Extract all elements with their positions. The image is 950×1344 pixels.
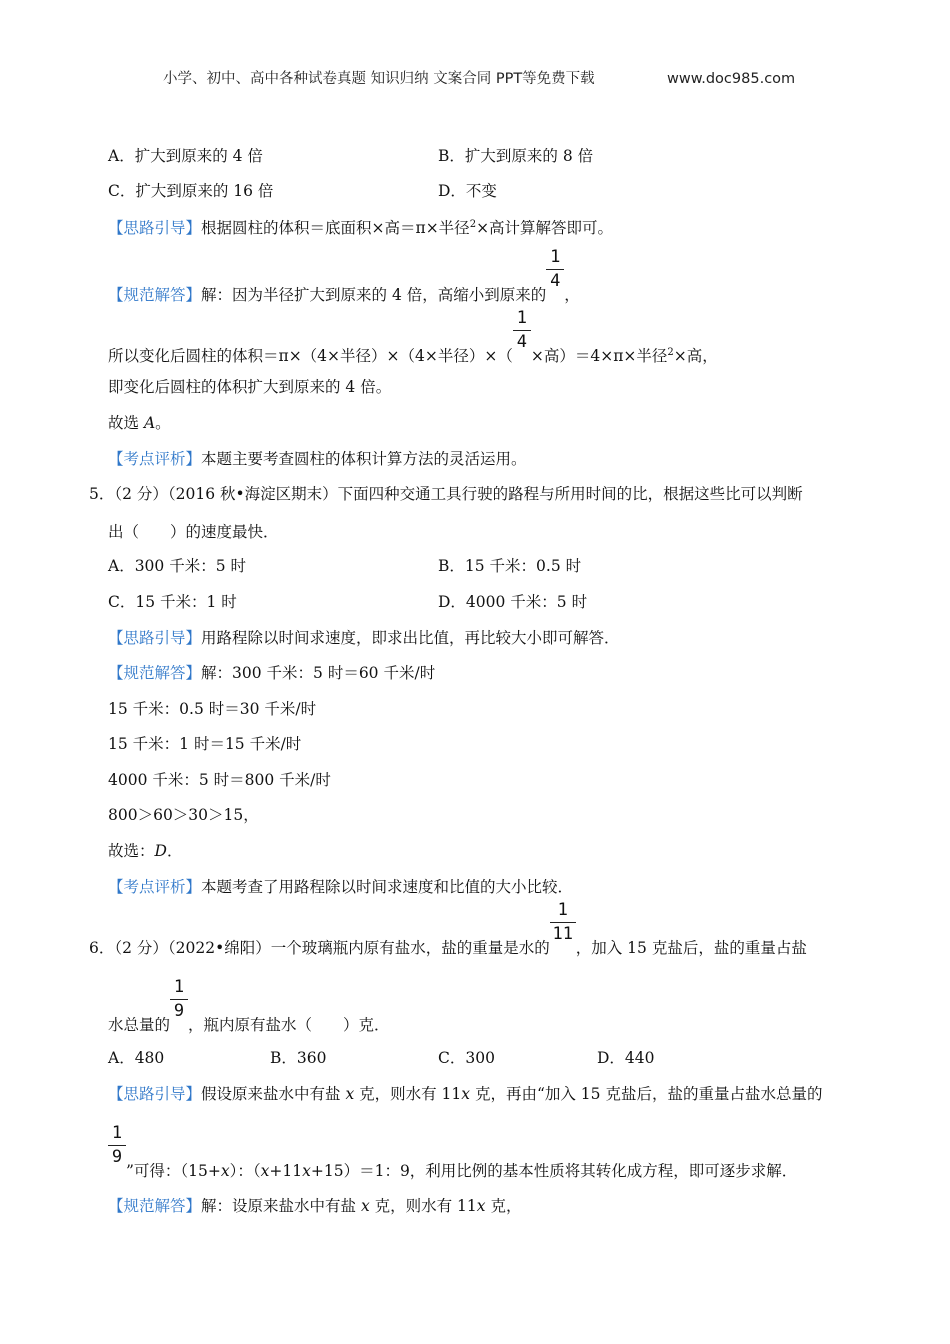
solution-tag: 【规范解答】 (108, 1197, 202, 1215)
solution-tag: 【规范解答】 (108, 286, 202, 304)
evaluation-tag: 【考点评析】 (108, 878, 202, 896)
fraction-1-4: $\frac{1}{4}$ (546, 280, 564, 300)
q4-option-c: C．扩大到原来的 16 倍 (108, 182, 274, 200)
q5-solution-line1: 【规范解答】解：300 千米：5 时＝60 千米/时 (108, 664, 436, 682)
q5-solution-line4: 4000 千米：5 时＝800 千米/时 (108, 771, 331, 789)
q4-solution-line3: 即变化后圆柱的体积扩大到原来的 4 倍。 (108, 378, 392, 396)
q5-stem-line1: 5．（2 分）（2016 秋•海淀区期末）下面四种交通工具行驶的路程与所用时间的比，根据这些比可以判断 (89, 485, 803, 503)
hint-tag: 【思路引导】 (108, 629, 202, 647)
q6-stem-line1: 6．（2 分）（2022•绵阳）一个玻璃瓶内原有盐水，盐的重量是水的 $\frac{1}{11}$ ，加入 15 克盐后，盐的重量占盐 (89, 900, 807, 957)
q5-option-c: C．15 千米：1 时 (108, 593, 237, 611)
q6-option-a: A．480 (108, 1049, 165, 1067)
fraction-1-9: $\frac{1}{9}$ (108, 1156, 126, 1176)
fraction-1-4: $\frac{1}{4}$ (513, 341, 531, 361)
q6-option-b: B．360 (270, 1049, 327, 1067)
q4-evaluation: 【考点评析】本题主要考查圆柱的体积计算方法的灵活运用。 (108, 450, 527, 468)
q4-option-a: A．扩大到原来的 4 倍 (108, 147, 263, 165)
q6-hint-line1: 【思路引导】假设原来盐水中有盐 x 克，则水有 11x 克，再由“加入 15 克盐后，盐的重量占盐水总量的 (108, 1085, 823, 1103)
hint-tag: 【思路引导】 (108, 219, 202, 237)
hint-tag: 【思路引导】 (108, 1085, 202, 1103)
q6-option-c: C．300 (438, 1049, 495, 1067)
q4-solution-line4: 故选 A。 (108, 414, 171, 432)
q4-hint: 【思路引导】根据圆柱的体积＝底面积×高＝π×半径$^2$×高计算解答即可。 (108, 219, 614, 237)
q6-solution-line1: 【规范解答】解：设原来盐水中有盐 x 克，则水有 11x 克， (108, 1197, 522, 1215)
q6-hint-line2: $\frac{1}{9}$ ”可得：（15+x）：（x+11x+15）＝1：9，利用比例的基本性质将其转化成方程，即可逐步求解． (108, 1156, 797, 1181)
solution-tag: 【规范解答】 (108, 664, 202, 682)
q5-solution-line2: 15 千米：0.5 时＝30 千米/时 (108, 700, 317, 718)
q5-option-b: B．15 千米：0.5 时 (438, 557, 582, 575)
q5-evaluation: 【考点评析】本题考查了用路程除以时间求速度和比值的大小比较． (108, 878, 574, 896)
header-left-text: 小学、初中、高中各种试卷真题 知识归纳 文案合同 PPT等免费下载 (163, 71, 595, 87)
q5-solution-line5: 800＞60＞30＞15， (108, 806, 259, 824)
header-url: www.doc985.com (667, 71, 796, 87)
q5-solution-line3: 15 千米：1 时＝15 千米/时 (108, 735, 302, 753)
evaluation-tag: 【考点评析】 (108, 450, 202, 468)
q5-hint: 【思路引导】用路程除以时间求速度，即求出比值，再比较大小即可解答． (108, 629, 620, 647)
q4-solution-line1: 【规范解答】解：因为半径扩大到原来的 4 倍，高缩小到原来的 $\frac{1}{4}$ ， (108, 247, 580, 304)
q5-option-a: A．300 千米：5 时 (108, 557, 246, 575)
q4-option-b: B．扩大到原来的 8 倍 (438, 147, 594, 165)
q5-solution-line6: 故选：D． (108, 842, 183, 860)
q5-stem-line2: 出（ ）的速度最快． (108, 523, 279, 541)
fraction-1-11: $\frac{1}{11}$ (550, 933, 576, 953)
fraction-1-9: $\frac{1}{9}$ (170, 1010, 188, 1030)
q6-option-d: D．440 (597, 1049, 655, 1067)
q4-solution-line2: 所以变化后圆柱的体积＝π×（4×半径）×（4×半径）×（ $\frac{1}{4}$ ×高）＝4×π×半径$^2$×高， (108, 308, 718, 365)
q4-option-d: D．不变 (438, 182, 497, 200)
q6-stem-line2: 水总量的 $\frac{1}{9}$ ，瓶内原有盐水（ ）克． (108, 977, 390, 1034)
q5-option-d: D．4000 千米：5 时 (438, 593, 588, 611)
